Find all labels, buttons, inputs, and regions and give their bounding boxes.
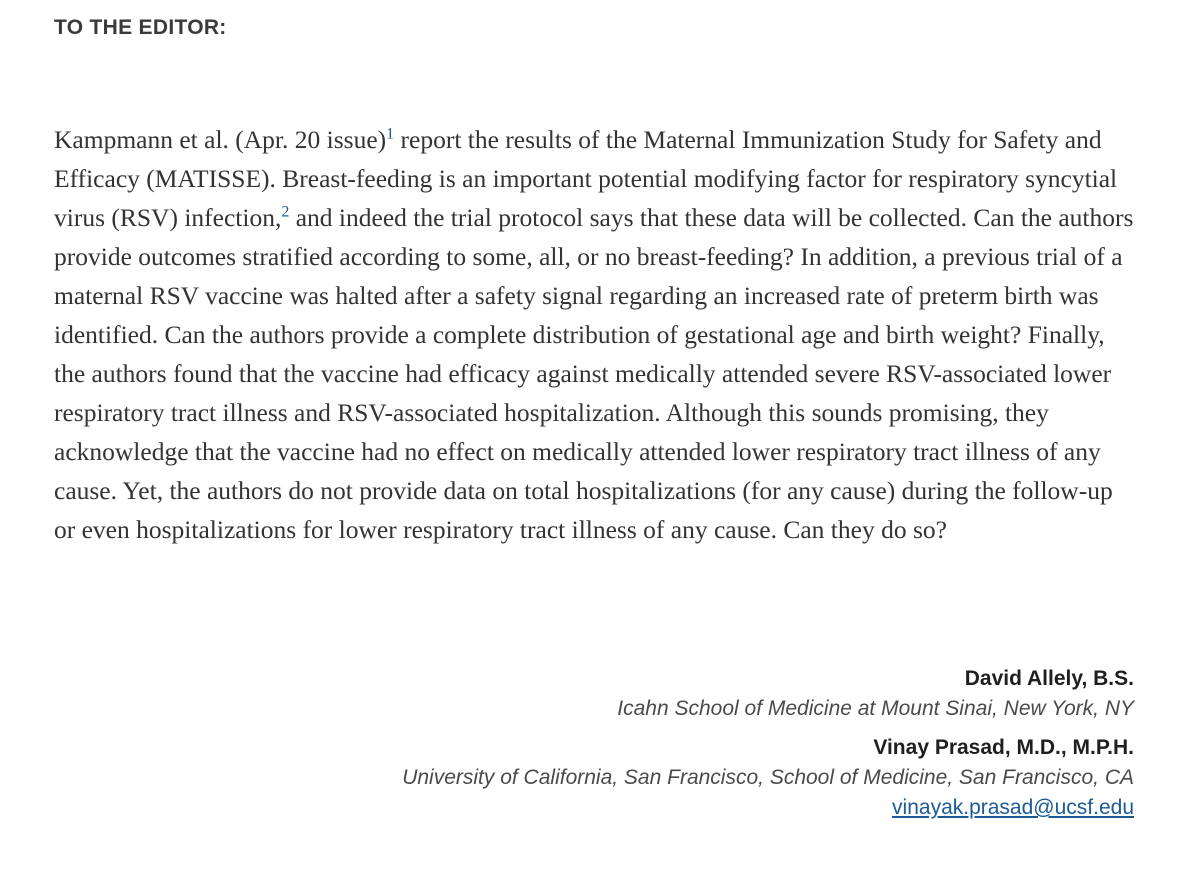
reference-link-2[interactable]: 2 <box>281 203 290 221</box>
author-affiliation: Icahn School of Medicine at Mount Sinai, New York, NY <box>617 697 1134 720</box>
author-name: David Allely, B.S. <box>964 667 1134 690</box>
body-text-segment: and indeed the trial protocol says that these data will be collected. Can the authors provide outcomes stratified according to some, all, or no breast-feeding? In addition, a previous trial of a maternal RSV vaccine was halted after a safety signal regarding an increased rate of preterm birth was identified. Can the authors provide a complete distribution of gestational age and birth weight? Finally, the authors found that the vaccine had efficacy against medically attended severe RSV-associated lower respiratory tract illness and RSV-associated hospitalization. Although this sounds promising, they acknowledge that the vaccine had no effect on medically attended lower respiratory tract illness of any cause. Yet, the authors do not provide data on total hospitalizations (for any cause) during the follow-up or even hospitalizations for lower respiratory tract illness of any cause. Can they do so? <box>54 203 1134 544</box>
letter-body <box>54 120 1139 549</box>
signature-block <box>234 664 1134 832</box>
reference-link-1[interactable]: 1 <box>386 125 395 143</box>
author-name: Vinay Prasad, M.D., M.P.H. <box>873 736 1134 759</box>
section-heading: TO THE EDITOR: <box>54 16 227 39</box>
author-entry <box>234 733 1134 823</box>
author-affiliation: University of California, San Francisco, School of Medicine, San Francisco, CA <box>402 766 1134 789</box>
body-text-segment: report the results of the Maternal Immunization Study for Safety and Efficacy (MATISSE). Breast-feeding is an important potential modifying factor for respiratory syncytial virus (RSV) infection, <box>54 125 1118 232</box>
author-entry <box>234 664 1134 724</box>
body-text-segment: Kampmann et al. (Apr. 20 issue) <box>54 125 387 154</box>
author-email-link[interactable]: vinayak.prasad@ucsf.edu <box>892 796 1134 819</box>
